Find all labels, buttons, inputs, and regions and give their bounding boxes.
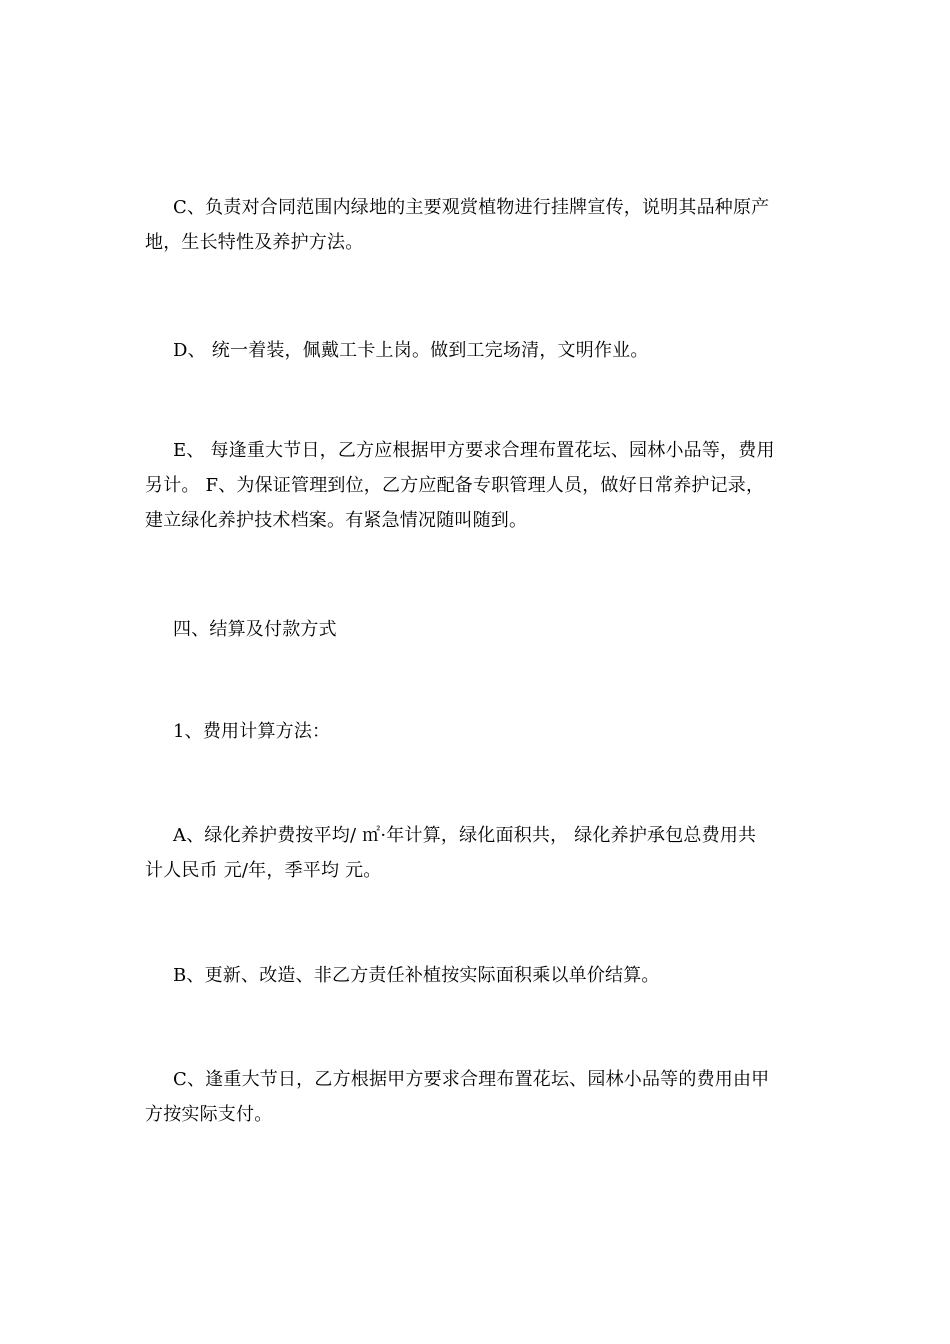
paragraph-b-renovation (145, 958, 810, 993)
paragraph-c-holiday-fees (145, 1062, 810, 1132)
paragraph-line: C、逢重大节日，乙方根据甲方要求合理布置花坛、园林小品等的费用由甲 (173, 1069, 770, 1090)
paragraph-line: D、 统一着装，佩戴工卡上岗。做到工完场清，文明作业。 (173, 340, 649, 361)
paragraph-line: 另计。 F、为保证管理到位，乙方应配备专职管理人员，做好日常养护记录， (145, 475, 765, 496)
section-heading-settlement (145, 612, 810, 647)
section-heading-text: 四、结算及付款方式 (173, 619, 337, 640)
subheading-fee-calculation (145, 714, 810, 749)
subheading-text: 1、费用计算方法： (173, 721, 331, 742)
paragraph-line: 地，生长特性及养护方法。 (145, 232, 364, 253)
paragraph-line: 计人民币 元/年，季平均 元。 (145, 860, 382, 881)
paragraph-e-holidays (145, 433, 810, 538)
paragraph-a-maintenance-fee (145, 818, 810, 888)
paragraph-line: B、更新、改造、非乙方责任补植按实际面积乘以单价结算。 (173, 965, 660, 986)
paragraph-line: C、负责对合同范围内绿地的主要观赏植物进行挂牌宣传，说明其品种原产 (173, 197, 770, 218)
paragraph-d-uniform (145, 333, 810, 368)
paragraph-c-signage (145, 190, 810, 260)
paragraph-line: E、 每逢重大节日，乙方应根据甲方要求合理布置花坛、园林小品等，费用 (173, 440, 775, 461)
paragraph-line: 方按实际支付。 (145, 1104, 273, 1125)
paragraph-line: 建立绿化养护技术档案。有紧急情况随叫随到。 (145, 510, 528, 531)
paragraph-line: A、绿化养护费按平均/ ㎡·年计算，绿化面积共， 绿化养护承包总费用共 (173, 825, 757, 846)
